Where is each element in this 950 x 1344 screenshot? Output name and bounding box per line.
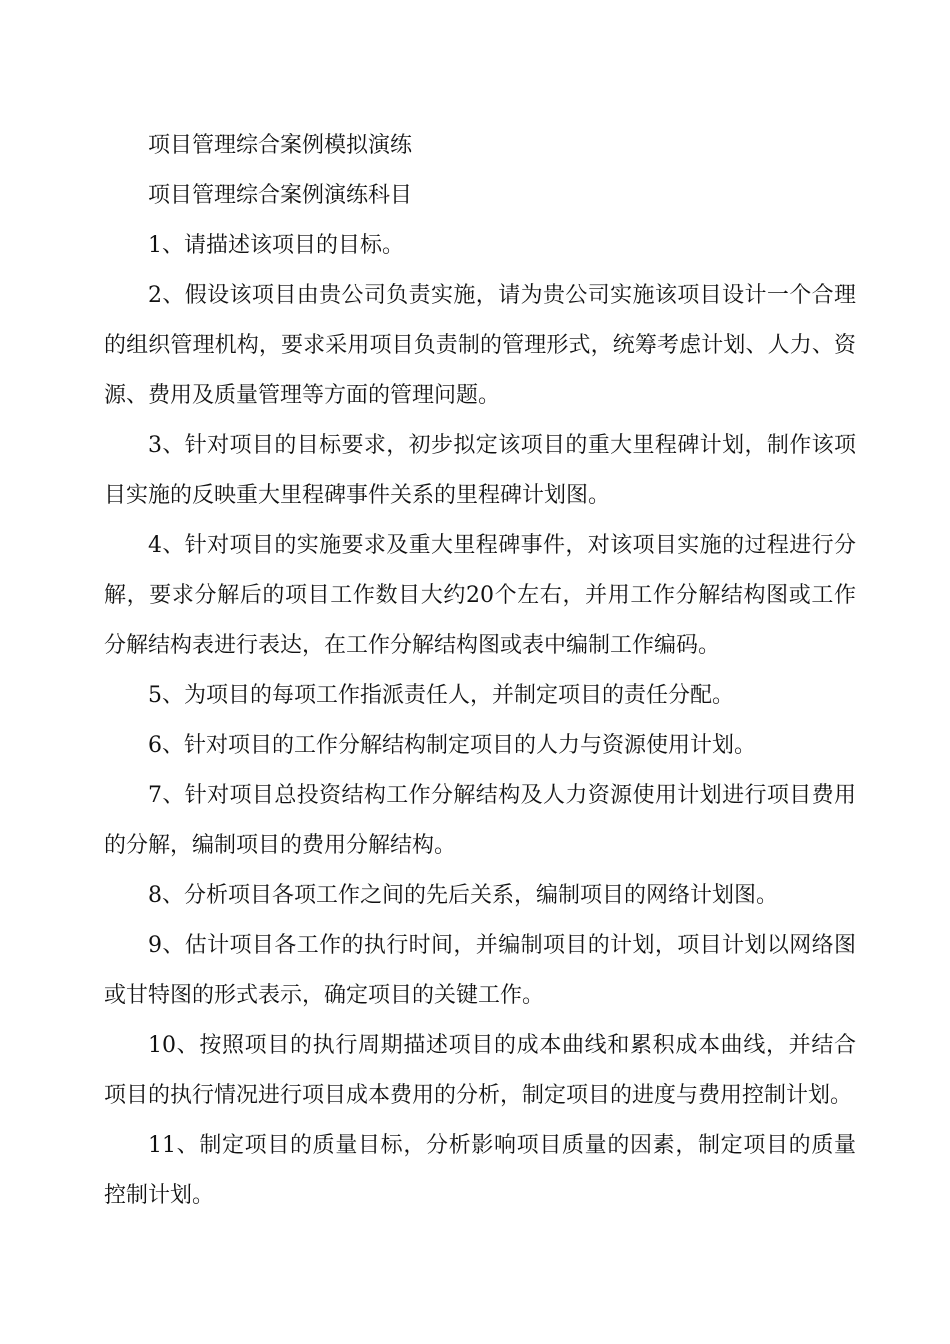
item-7: 7、针对项目总投资结构工作分解结构及人力资源使用计划进行项目费用的分解，编制项目的费用分解结构。 [104, 783, 856, 858]
item-2: 2、假设该项目由贵公司负责实施，请为贵公司实施该项目设计一个合理的组织管理机构，要求采用项目负责制的管理形式，统筹考虑计划、人力、资源、费用及质量管理等方面的管理问题。 [104, 283, 856, 408]
item-10: 10、按照项目的执行周期描述项目的成本曲线和累积成本曲线，并结合项目的执行情况进行项目成本费用的分析，制定项目的进度与费用控制计划。 [104, 1033, 856, 1108]
item-9: 9、估计项目各工作的执行时间，并编制项目的计划，项目计划以网络图或甘特图的形式表示，确定项目的关键工作。 [104, 933, 856, 1008]
item-6: 6、针对项目的工作分解结构制定项目的人力与资源使用计划。 [148, 733, 756, 758]
item-8: 8、分析项目各项工作之间的先后关系，编制项目的网络计划图。 [148, 883, 778, 908]
item-1: 1、请描述该项目的目标。 [148, 233, 404, 258]
item-11: 11、制定项目的质量目标，分析影响项目质量的因素，制定项目的质量控制计划。 [104, 1133, 856, 1208]
item-3: 3、针对项目的目标要求，初步拟定该项目的重大里程碑计划，制作该项目实施的反映重大里程碑事件关系的里程碑计划图。 [104, 433, 856, 508]
document-subtitle: 项目管理综合案例演练科目 [148, 183, 413, 208]
document-body [104, 121, 856, 1221]
item-5: 5、为项目的每项工作指派责任人，并制定项目的责任分配。 [148, 683, 734, 708]
document-title: 项目管理综合案例模拟演练 [148, 133, 413, 158]
item-4: 4、针对项目的实施要求及重大里程碑事件，对该项目实施的过程进行分解，要求分解后的项目工作数目大约20个左右，并用工作分解结构图或工作分解结构表进行表达，在工作分解结构图或表中编制工作编码。 [104, 533, 856, 658]
